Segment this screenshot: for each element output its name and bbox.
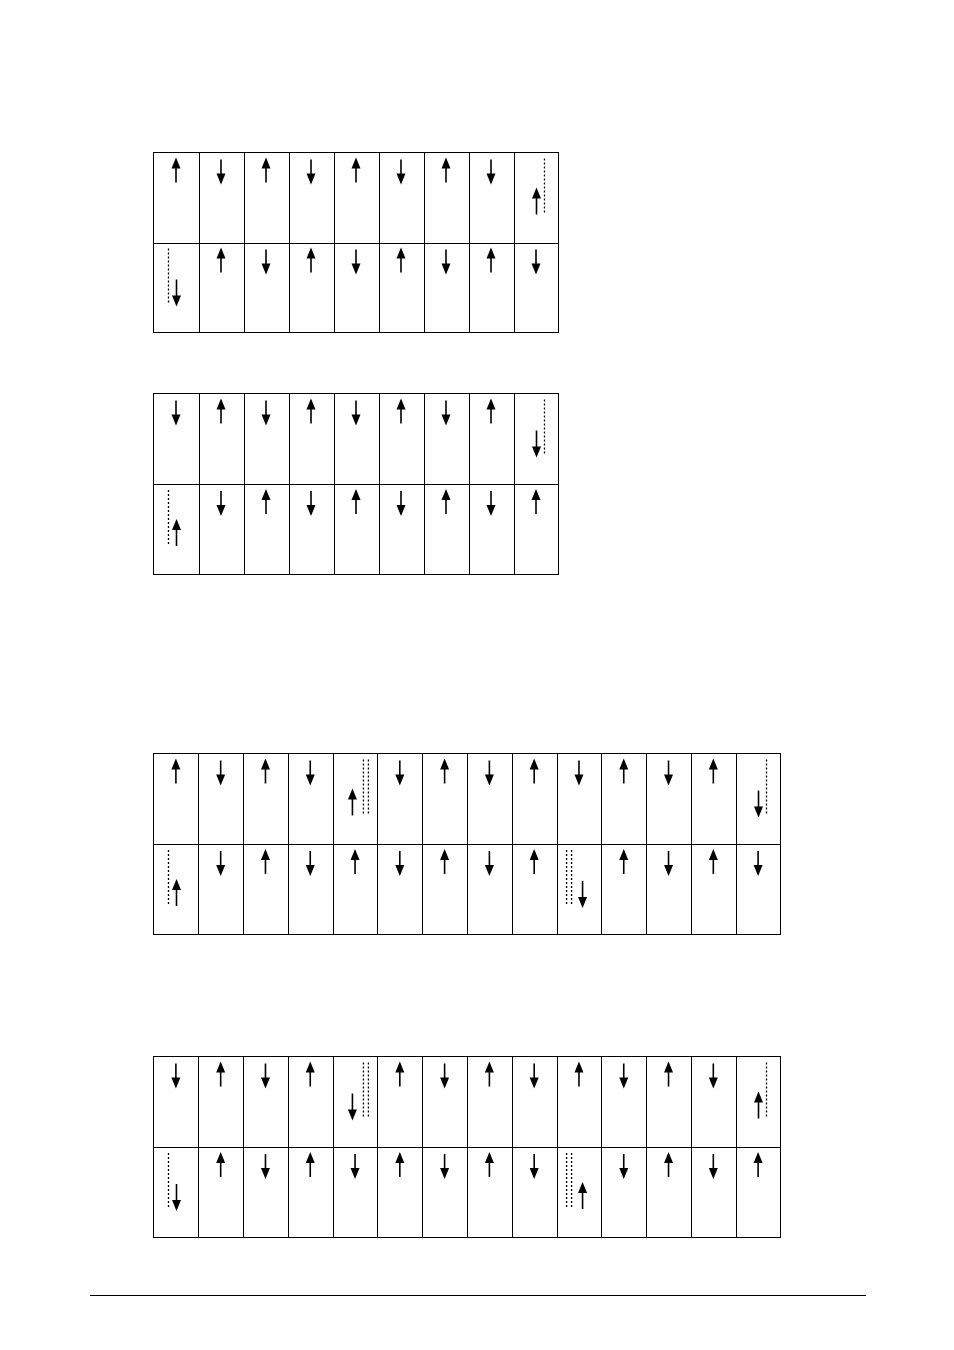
grid-cell <box>754 1063 767 1119</box>
grid-cell <box>397 399 406 424</box>
grid-cell <box>395 1062 404 1087</box>
spin-up-arrow <box>532 489 541 514</box>
grid-cell <box>171 759 180 784</box>
grid-cell <box>262 250 271 275</box>
spin-up-arrow <box>442 158 451 183</box>
spin-table-4 <box>153 1056 781 1238</box>
spin-up-arrow <box>395 1062 404 1087</box>
grid-cell <box>307 248 316 273</box>
grid-cell <box>262 158 271 183</box>
spin-up-arrow <box>216 1062 225 1087</box>
grid-cell <box>307 399 316 424</box>
grid-cell <box>217 248 226 273</box>
grid-cell <box>487 248 496 273</box>
grid-cell <box>619 849 628 874</box>
grid-cell <box>217 399 226 424</box>
spin-down-arrow <box>348 1094 357 1121</box>
spin-down-arrow <box>485 851 494 876</box>
spin-up-arrow <box>485 1152 494 1177</box>
spin-down-arrow <box>262 401 271 426</box>
grid-cell <box>395 851 404 876</box>
grid-cell <box>169 1153 182 1211</box>
grid-cell <box>306 1062 315 1087</box>
grid-cell <box>348 760 369 816</box>
footer-rule <box>90 1295 866 1296</box>
grid-cell <box>169 249 182 307</box>
grid-cell <box>306 761 315 786</box>
spin-up-arrow <box>171 759 180 784</box>
grid-cell <box>348 1063 369 1121</box>
grid-cell <box>485 1062 494 1087</box>
spin-up-arrow <box>440 849 449 874</box>
spin-up-arrow <box>307 248 316 273</box>
grid-cell <box>172 158 181 183</box>
grid-cell <box>664 761 673 786</box>
grid-cell <box>171 1064 180 1089</box>
grid-cell <box>754 760 767 818</box>
grid-cell <box>169 490 182 546</box>
grid-cell <box>754 1152 763 1177</box>
spin-up-arrow <box>574 1062 583 1087</box>
spin-up-arrow <box>442 489 451 514</box>
grid-cell <box>567 1153 588 1209</box>
grid-cell <box>619 1064 628 1089</box>
spin-up-arrow <box>664 1152 673 1177</box>
grid-cell <box>442 250 451 275</box>
spin-down-arrow <box>754 851 763 876</box>
spin-down-arrow <box>216 761 225 786</box>
spin-down-arrow <box>442 250 451 275</box>
grid-cell <box>709 759 718 784</box>
grid-cell <box>485 761 494 786</box>
spin-down-arrow <box>440 1064 449 1089</box>
grid-cell <box>530 1064 539 1089</box>
spin-down-arrow <box>532 431 541 458</box>
spin-up-arrow <box>619 849 628 874</box>
spin-down-arrow <box>485 761 494 786</box>
spin-up-arrow <box>306 1152 315 1177</box>
grid-cell <box>440 759 449 784</box>
grid-cell <box>532 489 541 514</box>
spin-up-arrow <box>352 158 361 183</box>
grid-cell <box>440 849 449 874</box>
spin-up-arrow <box>306 1062 315 1087</box>
spin-down-arrow <box>487 491 496 516</box>
grid-cell <box>567 850 588 908</box>
grid-cell <box>532 159 545 215</box>
spin-up-arrow <box>754 1092 763 1119</box>
spin-down-arrow <box>262 250 271 275</box>
grid-cell <box>664 1152 673 1177</box>
spin-down-arrow <box>664 851 673 876</box>
grid-cell <box>216 1062 225 1087</box>
spin-up-arrow <box>172 879 181 906</box>
grid-cell <box>530 759 539 784</box>
spin-down-arrow <box>619 1064 628 1089</box>
table-frame <box>154 1057 781 1238</box>
grid-cell <box>619 759 628 784</box>
grid-cell <box>217 491 226 516</box>
spin-up-arrow <box>440 759 449 784</box>
spin-up-arrow <box>217 248 226 273</box>
grid-cell <box>352 250 361 275</box>
spin-up-arrow <box>216 1152 225 1177</box>
spin-down-arrow <box>217 491 226 516</box>
grid-cell <box>487 491 496 516</box>
spin-up-arrow <box>619 759 628 784</box>
grid-cell <box>307 160 316 185</box>
spin-down-arrow <box>395 761 404 786</box>
spin-up-arrow <box>307 399 316 424</box>
spin-up-arrow <box>532 188 541 215</box>
spin-up-arrow <box>530 849 539 874</box>
spin-down-arrow <box>487 160 496 185</box>
grid-cell <box>352 401 361 426</box>
spin-up-arrow <box>709 849 718 874</box>
grid-cell <box>709 1064 718 1089</box>
grid-cell <box>397 491 406 516</box>
spin-up-arrow <box>709 759 718 784</box>
spin-up-arrow <box>261 759 270 784</box>
spin-up-arrow <box>172 519 181 546</box>
grid-cell <box>487 160 496 185</box>
spin-down-arrow <box>574 761 583 786</box>
grid-cell <box>442 158 451 183</box>
grid-cell <box>440 1154 449 1179</box>
table-frame <box>154 754 781 935</box>
spin-down-arrow <box>709 1154 718 1179</box>
spin-down-arrow <box>261 1154 270 1179</box>
grid-cell <box>261 849 270 874</box>
grid-cell <box>442 401 451 426</box>
spin-table-3 <box>153 753 781 935</box>
grid-cell <box>216 761 225 786</box>
spin-down-arrow <box>578 881 587 908</box>
spin-up-arrow <box>530 759 539 784</box>
grid-cell <box>217 160 226 185</box>
spin-down-arrow <box>532 250 541 275</box>
spin-down-arrow <box>397 491 406 516</box>
grid-cell <box>395 1152 404 1177</box>
spin-up-arrow <box>217 399 226 424</box>
spin-down-arrow <box>172 401 181 426</box>
grid-cell <box>574 761 583 786</box>
spin-down-arrow <box>440 1154 449 1179</box>
grid-cell <box>172 401 181 426</box>
spin-down-arrow <box>216 851 225 876</box>
grid-cell <box>530 1154 539 1179</box>
spin-down-arrow <box>261 1064 270 1089</box>
grid-cell <box>352 489 361 514</box>
spin-down-arrow <box>306 761 315 786</box>
spin-down-arrow <box>351 1154 360 1179</box>
spin-up-arrow <box>395 1152 404 1177</box>
spin-down-arrow <box>307 160 316 185</box>
spin-table-2 <box>153 393 559 575</box>
grid-cell <box>709 849 718 874</box>
spin-down-arrow <box>172 280 181 307</box>
grid-cell <box>216 1152 225 1177</box>
spin-up-arrow <box>664 1062 673 1087</box>
grid-cell <box>169 850 182 906</box>
spin-up-arrow <box>754 1152 763 1177</box>
spin-up-arrow <box>578 1182 587 1209</box>
spin-up-arrow <box>397 399 406 424</box>
grid-cell <box>619 1154 628 1179</box>
grid-cell <box>530 849 539 874</box>
grid-cell <box>216 851 225 876</box>
spin-down-arrow <box>352 250 361 275</box>
spin-down-arrow <box>754 791 763 818</box>
grid-cell <box>306 1152 315 1177</box>
spin-down-arrow <box>395 851 404 876</box>
grid-cell <box>487 399 496 424</box>
grid-cell <box>709 1154 718 1179</box>
grid-cell <box>574 1062 583 1087</box>
spin-up-arrow <box>261 849 270 874</box>
spin-up-arrow <box>262 489 271 514</box>
grid-cell <box>754 851 763 876</box>
grid-cell <box>351 1154 360 1179</box>
grid-cell <box>440 1064 449 1089</box>
grid-cell <box>351 849 360 874</box>
grid-cell <box>261 1064 270 1089</box>
spin-up-arrow <box>397 248 406 273</box>
grid-cell <box>306 851 315 876</box>
grid-cell <box>664 1062 673 1087</box>
grid-cell <box>397 160 406 185</box>
spin-down-arrow <box>664 761 673 786</box>
spin-down-arrow <box>709 1064 718 1089</box>
spin-down-arrow <box>530 1064 539 1089</box>
spin-down-arrow <box>619 1154 628 1179</box>
spin-down-arrow <box>397 160 406 185</box>
grid-cell <box>307 491 316 516</box>
grid-cell <box>442 489 451 514</box>
grid-cell <box>532 400 545 458</box>
spin-up-arrow <box>487 248 496 273</box>
grid-cell <box>261 759 270 784</box>
grid-cell <box>532 250 541 275</box>
spin-up-arrow <box>352 489 361 514</box>
grid-cell <box>664 851 673 876</box>
spin-down-arrow <box>352 401 361 426</box>
grid-cell <box>485 1152 494 1177</box>
spin-down-arrow <box>172 1184 181 1211</box>
spin-down-arrow <box>171 1064 180 1089</box>
grid-cell <box>485 851 494 876</box>
grid-cell <box>262 401 271 426</box>
spin-up-arrow <box>172 158 181 183</box>
spin-up-arrow <box>348 789 357 816</box>
spin-down-arrow <box>442 401 451 426</box>
spin-down-arrow <box>307 491 316 516</box>
grid-cell <box>395 761 404 786</box>
spin-down-arrow <box>217 160 226 185</box>
spin-up-arrow <box>487 399 496 424</box>
spin-down-arrow <box>306 851 315 876</box>
grid-cell <box>352 158 361 183</box>
spin-up-arrow <box>351 849 360 874</box>
grid-cell <box>261 1154 270 1179</box>
grid-cell <box>397 248 406 273</box>
spin-up-arrow <box>262 158 271 183</box>
spin-down-arrow <box>530 1154 539 1179</box>
spin-table-1 <box>153 152 559 333</box>
spin-up-arrow <box>485 1062 494 1087</box>
grid-cell <box>262 489 271 514</box>
